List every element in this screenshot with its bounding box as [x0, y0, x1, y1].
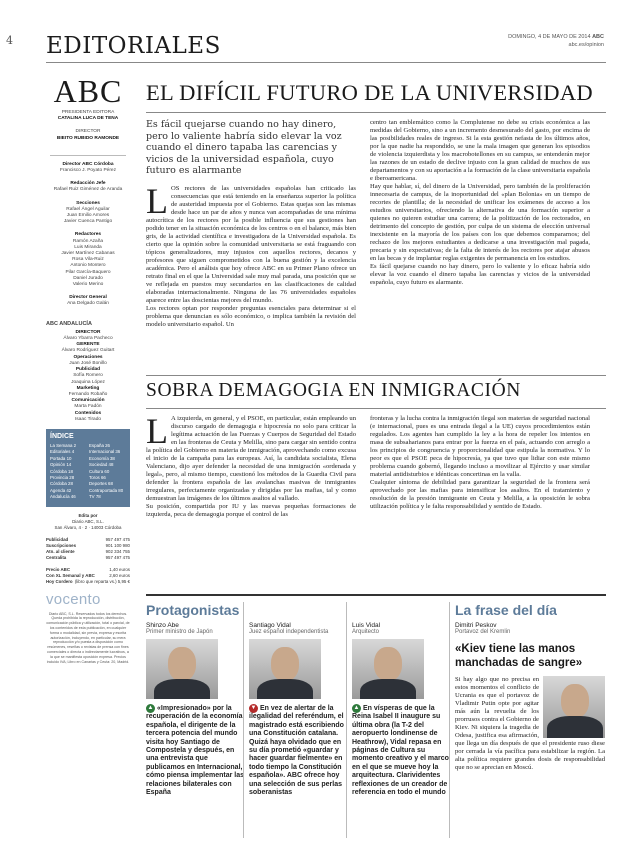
staff-name: Luis Miranda [74, 244, 102, 250]
protagonist-text: «Impresionado» por la recuperación de la economía española, el dirigente de la tercera potencia del mundo visita hoy Santiago de Compostela y después, en una entrevista que publicamos en Internacional, cómo piensa implementar las relaciones bilaterales con España [146, 705, 245, 797]
index-item: Internacional 36 [89, 449, 121, 455]
masthead-staff [46, 110, 130, 423]
protagonist-photo [352, 639, 424, 699]
staff-name: Isaac Tirado [74, 416, 102, 422]
frase-del-dia [455, 622, 605, 772]
frase-text: Si hay algo que no precisa en estos momentos el conflicto de Ucrania es que el portavoz de Vladimir Putin opte por agitar más aún la revuelta de los prorrusos contra el Gobierno de Kiev. Ni siquiera la tragedia de Odesa, justifica esa afirmación, que llega un día después de que el presidente ruso diese por cerrada la vía pacífica para estabilizar la región. La alta política requiere grandes dosis de responsabilidad que no se aprecian en Moscú. [455, 676, 605, 771]
subscriptions-list [46, 537, 130, 561]
editorial-2-dropcap: L [146, 411, 168, 451]
index-box [46, 429, 130, 507]
editorial-2-col1 [146, 411, 356, 519]
index-item: Cultura 60 [89, 468, 110, 474]
frase-quote: «Kiev tiene las manos manchadas de sangre» [455, 643, 583, 669]
protagonist-role: Primer ministro de Japón [146, 629, 213, 635]
masthead-role-name [46, 136, 130, 142]
index-item: Deportes 68 [89, 481, 113, 487]
frase-title: La frase del día [455, 602, 557, 618]
contact-value: 901 100 980 [105, 542, 130, 548]
frase-photo [543, 676, 605, 738]
protagonist-3 [352, 622, 452, 797]
masthead-role-name-text: BIEITO RUBIDO RAMONDE [56, 135, 120, 141]
contact-value: 2,60 euros [109, 572, 130, 578]
protagonist-role: Arquitecto [352, 629, 380, 635]
staff-name: Álvaro Rodríguez Guitart [61, 348, 115, 354]
staff-name: Valerio Merino [72, 282, 104, 288]
editorial-1-col1-text: OS rectores de las universidades españolas han criticado las consecuencias que está teniendo en la enseñanza superior la política de austeridad impuesta por el Gobierno. Estas quejas son las mismas desde hace un par de años y nunca van acompañadas de una mínima autocrítica de los rectores por la posible influencia que sus gestiones han podido tener en la situación económica de los centros o en el balance, más bien gris, de la actividad científica e investigadora de la Universidad española. Es cierto que la opinión sobre la comunidad universitaria se está fraguando con tópicos generalizadores, muy injustos con aquellos rectores, decanos y profesores que siguen comprometidos con la buena gestión y la excelencia académica. Pero el análisis que hoy ofrece ABC en su Primer Plano ofrece un retrato final en el que la Universidad sale muy mal parada, una posición que se ve reflejada en puestos muy secundarios en las clasificaciones de calidad elaboradas internacionalmente. Ninguna de las 76 universidades españoles aparece entre las doscientas mejores del mundo. Los rectores optan por responder preguntas esenciales para determinar si el problema que denuncian es sólo económico, o implica también la revisión del modelo universitario español. Un [146, 184, 356, 328]
index-item: Economía 38 [89, 455, 115, 461]
staff-title-text: Marketing [76, 385, 100, 391]
masthead-role-name-text: CATALINA LUCA DE TENA [57, 116, 119, 122]
staff-title-text: Director ABC Córdoba [62, 161, 114, 167]
header-date: DOMINGO, 4 DE MAYO DE 2014 [508, 34, 591, 40]
protagonist-photo [249, 639, 321, 699]
staff-name: Fernando Robaño [68, 391, 108, 397]
top-rule [46, 62, 606, 63]
vocento-logo: vocento [46, 590, 101, 608]
up-arrow-icon: ▲ [353, 705, 360, 711]
staff-title-text: Operaciones [73, 354, 103, 360]
protagonist-2 [249, 622, 349, 797]
index-item: Provincia 28 [50, 474, 75, 480]
contact-value: 957 497 475 [105, 554, 130, 560]
staff-title-text: DIRECTOR [75, 329, 101, 335]
header-paper: ABC [592, 34, 604, 40]
contact-value: 1,40 euros [109, 566, 130, 572]
staff-title-text: Director General [69, 295, 107, 301]
index-item: TV 78 [89, 494, 101, 500]
contact-label: Publicidad [46, 536, 69, 542]
staff-title-text: Contenidos [74, 410, 102, 416]
masthead-gap [46, 194, 130, 201]
index-item: Editoriales 4 [50, 449, 75, 455]
contact-label: Suscripciones [46, 542, 77, 548]
masthead-divider [50, 155, 126, 156]
protagonist-1 [146, 622, 246, 797]
page-number: 4 [6, 34, 13, 47]
publisher-address: San Álvaro, 4 · 2 · 14003 Córdoba [54, 524, 122, 530]
staff-name: Juan Emilio Amores [66, 213, 110, 219]
editorial-2-col1-text: A izquierda, en general, y el PSOE, en particular, están empleando un discurso cargado de demagogia e hipocresía no solo para criticar la legítima actuación de las Fuerzas y Cuerpos de Seguridad del Estado en las fronteras de Ceuta y Melilla, sino para cargar sin sentido contra la política del Gobierno en materia de inmigración, aprovechando como excusa el inicio de la campaña para las europeas. Así, la candidata socialista, Elena Valenciano, dijo ayer defender la necesidad de una inmigración «ordenada y legal», pero, al mismo tiempo, cuestionó los métodos de la Guardia Civil para defender la frontera española de las avalanchas masivas de inmigrantes irregulares, perfectamente organizadas y dirigidas por las mafias, tal y como demuestran las imágenes de los últimos asaltos al vallado. Su posición, compartida por IU y las nuevas pequeñas formaciones de izquierda, peca de demagogia porque el control de las [146, 415, 356, 518]
editorial-1 [146, 80, 606, 329]
index-item: Andalucía 46 [50, 494, 76, 500]
contact-label: Centralita [46, 554, 67, 560]
masthead-column [46, 72, 130, 664]
editorial-1-dropcap: L [146, 180, 168, 221]
edited-by: Edita por [78, 512, 98, 518]
publisher-company: Diario ABC, S.L. [72, 518, 104, 524]
staff-title-text: Publicidad [75, 367, 101, 373]
up-arrow-icon: ▲ [147, 705, 154, 711]
staff-name: Javier Cuenca Pantigo [63, 219, 113, 225]
down-arrow-icon: ▼ [250, 705, 257, 711]
index-item: Sociedad 48 [89, 462, 114, 468]
contact-value: (libro que reparta vs.) 5,95 € [74, 578, 130, 584]
index-item: Córdoba 28 [50, 481, 73, 487]
staff-name: Juan José Bonillo [69, 360, 107, 366]
protagonist-photo [146, 639, 218, 699]
bottom-rule [146, 594, 606, 596]
contact-value: 957 497 475 [105, 536, 130, 542]
frase-role: Portavoz del Kremlin [455, 629, 511, 635]
staff-name: Joaquina López [71, 379, 105, 385]
contact-label: Hoy Cordero [46, 578, 73, 584]
masthead-role-name [46, 116, 130, 122]
index-item: Opinión 14 [50, 462, 72, 468]
publisher-block [46, 513, 130, 531]
staff-name: Rosa Vila-Ruiz [72, 257, 104, 263]
staff-title-text: Comunicación [71, 398, 105, 404]
index-item: Agenda 42 [50, 487, 72, 493]
editorial-separator [146, 375, 606, 376]
frase-name: Dimitri Peskov [455, 622, 497, 629]
index-item: España 26 [89, 442, 110, 448]
staff-name: Rafael Ángel Aguilar [66, 206, 110, 212]
editorial-2-title: SOBRA DEMAGOGIA EN INMIGRACIÓN [146, 380, 521, 401]
contact-label: Precio ABC [46, 566, 70, 572]
protagonist-text: En vísperas de que la Reina Isabel II inaugure su última obra (la T-2 del aeropuerto londinense de Heathrow), Vidal repasa en páginas de Cultura su momento creativo y el marco en el que se mueve hoy la arquitectura. Clarividentes reflexiones de un creador de referencia en todo el mundo [352, 705, 449, 797]
editorial-2 [146, 380, 606, 519]
staff-name: Álvaro Ybarra Pacheco [63, 336, 113, 342]
editorial-1-col1 [146, 180, 356, 329]
header-url: abc.es/opinion [568, 42, 604, 48]
protagonist-name: Santiago Vidal [249, 622, 291, 629]
staff-name: Ana Delgado Galán [67, 301, 109, 307]
contact-row [46, 579, 130, 585]
contact-value: 902 334 755 [105, 548, 130, 554]
index-item: La Semana 2 [50, 442, 77, 448]
contact-row [46, 555, 130, 561]
editorial-2-rule [146, 408, 606, 409]
editorial-1-col2: centro tan emblemático como la Complutense no debe su crisis económica a las medidas del Gobierno, sino a un incremento desmesurado del gasto, por encima de las posibilidades reales de ingreso. Si la esta gestión nefasta de los últimos años, por la que nadie ha respondido, se une la mala imagen que generan los episodios de violencia izquierdista y los macrobotellones en su campus, se entenderán mejor las razones de un estado de declive injusto con la gran calidad de muchos de sus departamentos y con su aportación a la formación de la clase universitaria española e iberoamericana. Hay que hablar, sí, del dinero de la Universidad, pero también de la proliferación innecesaria de campus, de la inoportunidad del «plan Bolonia» en un tiempo de recortes de plantilla; de la necesidad de unificar los exámenes de acceso a los estudios universitarios, ofreciendo la alternativa de una formación superior a quienes no quieren estudiar una carrera; de la politización de los rectorados, en detrimento del concepto de gestión, por culpa de un sistema de elección universal inexistente en la mayoría de los países con los que debemos compararnos; del rechazo de los mejores estudiantes a dedicarse a una investigación mal pagada, precaria y sin expectativas; de la falta de interés de los rectores por atajar abusos en las becas y de implantar reglas exigentes de permanencia en los estudios. Es fácil quejarse cuando no hay dinero, pero lo valiente y lo eficaz habría sido elevar la voz cuando el dinero tapaba las carencias y vicios de la universidad española, cuyo futuro es alarmante. [370, 119, 590, 286]
editorial-1-lead: Es fácil quejarse cuando no hay dinero, pero lo valiente habría sido elevar la voz cuando el dinero tapaba las carencias y vicios de la universidad española, cuyo futuro es alarmante [146, 119, 342, 177]
protagonist-text: En vez de alertar de la ilegalidad del referéndum, el magistrado está escribiendo una Constitución catalana. Quizá haya olvidado que en su día prometió «guardar y hacer guardar fielmente» en todo tiempo la Constitución española». ABC ofrece hoy una selección de sus perlas soberanistas [249, 705, 344, 797]
index-item: Portada 10 [50, 455, 72, 461]
editorial-1-rule [146, 112, 606, 113]
index-grid [50, 443, 126, 501]
staff-title-text: GERENTE [76, 342, 100, 348]
staff-name: Antonio Montero [70, 263, 106, 269]
index-title: ÍNDICE [50, 432, 74, 440]
masthead-role-title: PRESIDENTA EDITORA [61, 110, 115, 115]
andalucia-title: ABC ANDALUCÍA [46, 320, 92, 327]
protagonist-name: Luis Vidal [352, 622, 381, 629]
header-meta [508, 33, 604, 49]
staff-title-text: Redacción Jefe [70, 181, 106, 187]
column-divider [243, 602, 244, 838]
staff-name: Pilar García-Baquero [65, 269, 111, 275]
protagonist-name: Shinzo Abe [146, 622, 179, 629]
index-item: Contraportada 80 [89, 487, 124, 493]
editorial-2-col2: fronteras y la lucha contra la inmigración ilegal son materias de seguridad nacional (e internacional, pues es una entrada ilegal a la UE) cuyos procedimientos están regulados. Los agentes han cumplido la ley a la hora de repeler los intentos en masa de subsaharianos para entrar por la fuerza en el país, actuando con arreglo a los principios de congruencia y proporcionalidad que estipula la normativa. Y lo peor es que el PSOE peca de hipocresía, ya que tuvo que lidiar con este mismo problema cuando gobernó, llegando incluso a movilizar al Ejército y usar similar material antidisturbios e idénticas concertinas en la valla. Cualquier síntoma de debilidad para garantizar la seguridad de la frontera será aprovechado por las mafias para intensificar los asaltos. En el tratamiento y resolución de la presión inmigrante en Ceuta y Melilla, a la oposición le sobra utilización política y le falta responsabilidad y sentido de Estado. [370, 415, 590, 510]
legal-notice: Diario ABC, S.L. Reservados todos los derechos. Queda prohibida la reproducción, distribución, comunicación pública y utilización, total o parcial, de los contenidos de esta publicación, en cualquier forma o modalidad, sin previa, expresa y escrita autorización, incluyendo, en particular, su mera reproducción y/o puesta a disposición como resúmenes, reseñas o revistas de prensa con fines comerciales o directa o indirectamente lucrativos, a la que se manifiesta oposición expresa. Precios incluido IVA; Libro en Canarias y Ceuta: 20, Madrid. [46, 611, 130, 664]
staff-name: Francisco J. Poyato Pérez [60, 168, 116, 174]
column-divider [449, 602, 450, 838]
editorial-1-title: EL DIFÍCIL FUTURO DE LA UNIVERSIDAD [146, 80, 593, 105]
staff-title-text: Redactores [74, 232, 102, 238]
masthead-gap [46, 142, 130, 149]
staff-name: Rafael Ruiz Giménez de Aranda [53, 187, 123, 193]
staff-name: Sofía Romero [73, 373, 103, 379]
staff-name: Javier Martínez Cabanas [61, 251, 115, 257]
index-item: Toros 66 [89, 474, 106, 480]
protagonistas-title: Protagonistas [146, 602, 240, 618]
protagonist-role: Juez español independentista [249, 629, 329, 635]
column-divider [346, 602, 347, 838]
staff-name: Ramón Azaña [72, 238, 104, 244]
contact-label: Con XL Semanal y ABC [46, 572, 95, 578]
staff-name: Daniel Jurado [73, 275, 103, 281]
abc-logo: ABC [53, 73, 123, 109]
staff-name: Marta Fadón [74, 404, 102, 410]
masthead-gap [46, 308, 130, 315]
contact-label: Atn. al cliente [46, 548, 75, 554]
section-title: EDITORIALES [46, 33, 221, 59]
masthead-role-title: DIRECTOR [75, 129, 101, 135]
index-item: Córdoba 18 [50, 468, 73, 474]
prices-list [46, 567, 130, 585]
staff-title-text: Secciones [76, 200, 100, 206]
